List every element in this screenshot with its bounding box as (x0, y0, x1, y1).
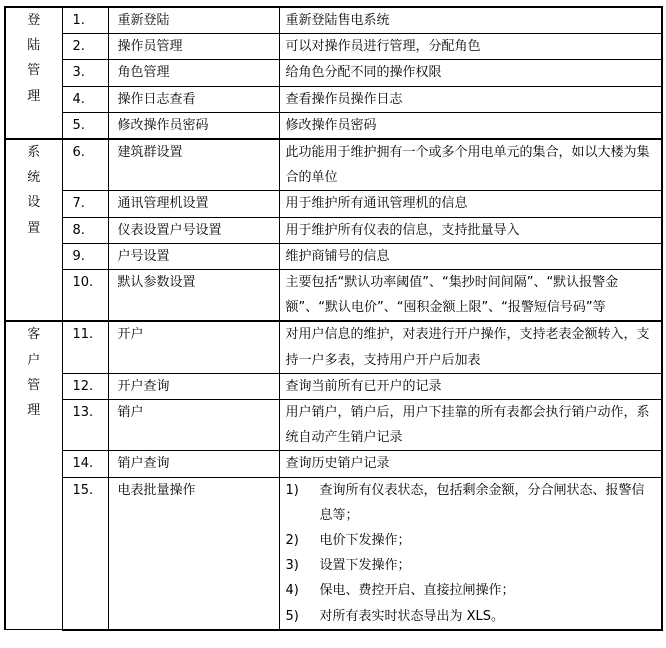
table-row (5, 112, 662, 139)
row-number: 10. (72, 275, 94, 291)
function-name-cell (108, 400, 279, 451)
table-row (5, 451, 662, 477)
list-item (280, 478, 662, 528)
category-cell-customer (5, 321, 62, 629)
table-row (5, 373, 662, 399)
row-number: 12. (72, 378, 94, 394)
function-name-cell (108, 321, 279, 373)
row-number: 1. (72, 13, 85, 28)
description: 用户销户，销户后，用户下挂靠的所有表都会执行销户动作，系统自动产生销户记录 (285, 405, 650, 446)
description: 查询历史销户记录 (285, 456, 390, 472)
table-row (5, 139, 662, 191)
function-name: 销户查询 (117, 456, 170, 472)
row-number: 7. (72, 196, 85, 212)
description: 维护商铺号的信息 (285, 248, 390, 264)
description: 此功能用于维护拥有一个或多个用电单元的集合，如以大楼为集合的单位 (285, 145, 650, 186)
list-item (280, 578, 662, 603)
table-row (5, 191, 662, 217)
row-number: 9. (72, 248, 85, 264)
function-name-cell (108, 243, 279, 269)
description: 可以对操作员进行管理，分配角色 (285, 39, 481, 55)
row-number-cell (62, 191, 108, 217)
description-cell (279, 217, 662, 243)
function-name: 重新登陆 (117, 13, 170, 28)
function-name: 销户 (117, 405, 144, 421)
row-number: 5. (72, 117, 85, 133)
description-cell (279, 112, 662, 139)
row-number-cell (62, 373, 108, 399)
list-item (280, 528, 662, 553)
description-cell (279, 321, 662, 373)
description: 给角色分配不同的操作权限 (285, 65, 442, 81)
description-cell (279, 270, 662, 322)
table-row (5, 400, 662, 451)
row-number-cell (62, 60, 108, 86)
row-number-cell (62, 243, 108, 269)
function-name: 开户查询 (117, 378, 170, 394)
row-number: 13. (72, 405, 94, 421)
table-row (5, 477, 662, 630)
row-number-cell (62, 7, 108, 34)
list-item-text: 查询所有仪表状态，包括剩余金额，分合闸状态、报警信息等； (319, 482, 645, 523)
row-number: 15. (72, 482, 94, 498)
table-row (5, 7, 662, 34)
description-cell (279, 400, 662, 451)
function-name-cell (108, 477, 279, 630)
row-number-cell (62, 34, 108, 60)
description-cell (279, 34, 662, 60)
function-name: 修改操作员密码 (117, 117, 209, 133)
list-item (280, 604, 662, 629)
table-row (5, 34, 662, 60)
list-item-text: 电价下发操作； (319, 533, 411, 549)
description-cell (279, 7, 662, 34)
row-number: 14. (72, 456, 94, 472)
function-name-cell (108, 139, 279, 191)
function-name: 开户 (117, 327, 144, 343)
category-cell-login (5, 7, 62, 139)
function-name-cell (108, 34, 279, 60)
row-number-cell (62, 451, 108, 477)
list-marker: 3) (285, 558, 299, 574)
function-name-cell (108, 217, 279, 243)
description: 对用户信息的维护，对表进行开户操作，支持老表金额转入，支持一户多表，支持用户开户后加表 (285, 327, 650, 368)
description-cell (279, 373, 662, 399)
description-cell (279, 243, 662, 269)
description: 查看操作员操作日志 (285, 91, 403, 107)
description-cell (279, 191, 662, 217)
row-number-cell (62, 321, 108, 373)
description-cell (279, 139, 662, 191)
description: 修改操作员密码 (285, 117, 377, 133)
function-name-cell (108, 191, 279, 217)
row-number-cell (62, 477, 108, 630)
row-number-cell (62, 217, 108, 243)
table-row (5, 217, 662, 243)
list-item-text: 保电、费控开启、直接拉闸操作； (319, 583, 515, 599)
description: 用于维护所有仪表的信息，支持批量导入 (285, 222, 520, 238)
function-name-cell (108, 270, 279, 322)
description: 重新登陆售电系统 (285, 13, 390, 28)
table-row (5, 243, 662, 269)
description: 查询当前所有已开户的记录 (285, 378, 442, 394)
row-number-cell (62, 400, 108, 451)
list-item-text: 对所有表实时状态导出为 XLS。 (319, 608, 505, 624)
row-number: 4. (72, 91, 85, 107)
category-label: 客户管理 (27, 327, 41, 419)
category-label: 登陆管理 (27, 13, 41, 104)
function-name-cell (108, 86, 279, 112)
category-label: 系统设置 (27, 145, 41, 236)
description-cell (279, 451, 662, 477)
description-cell (279, 86, 662, 112)
list-item (280, 553, 662, 578)
row-number: 2. (72, 39, 85, 55)
function-name: 仪表设置户号设置 (117, 222, 222, 238)
function-name-cell (108, 451, 279, 477)
row-number-cell (62, 270, 108, 322)
row-number-cell (62, 112, 108, 139)
table-row (5, 321, 662, 373)
list-marker: 4) (285, 583, 299, 599)
table-row (5, 86, 662, 112)
table-row (5, 60, 662, 86)
row-number: 8. (72, 222, 85, 238)
function-name: 操作日志查看 (117, 91, 196, 107)
description: 主要包括“默认功率阈值”、“集抄时间间隔”、“默认报警金额”、“默认电价”、“囤积金额上限”、“报警短信号码”等 (285, 275, 619, 316)
list-marker: 5) (285, 608, 299, 624)
row-number-cell (62, 139, 108, 191)
description-cell (279, 60, 662, 86)
row-number: 11. (72, 327, 94, 343)
function-name-cell (108, 112, 279, 139)
function-name: 电表批量操作 (117, 482, 196, 498)
function-name-cell (108, 373, 279, 399)
row-number: 6. (72, 145, 85, 161)
function-name-cell (108, 7, 279, 34)
function-name: 通讯管理机设置 (117, 196, 209, 212)
row-number-cell (62, 86, 108, 112)
function-name-cell (108, 60, 279, 86)
function-name: 默认参数设置 (117, 275, 196, 291)
description: 用于维护所有通讯管理机的信息 (285, 196, 468, 212)
function-name: 户号设置 (117, 248, 170, 264)
function-name: 操作员管理 (117, 39, 183, 55)
function-name: 角色管理 (117, 65, 170, 81)
list-item-text: 设置下发操作； (319, 558, 411, 574)
category-cell-settings (5, 139, 62, 321)
description-cell (279, 477, 662, 630)
function-table (4, 6, 663, 631)
table-row (5, 270, 662, 322)
function-name: 建筑群设置 (117, 145, 183, 161)
row-number: 3. (72, 65, 85, 81)
list-marker: 2) (285, 533, 299, 549)
list-marker: 1) (285, 482, 299, 498)
